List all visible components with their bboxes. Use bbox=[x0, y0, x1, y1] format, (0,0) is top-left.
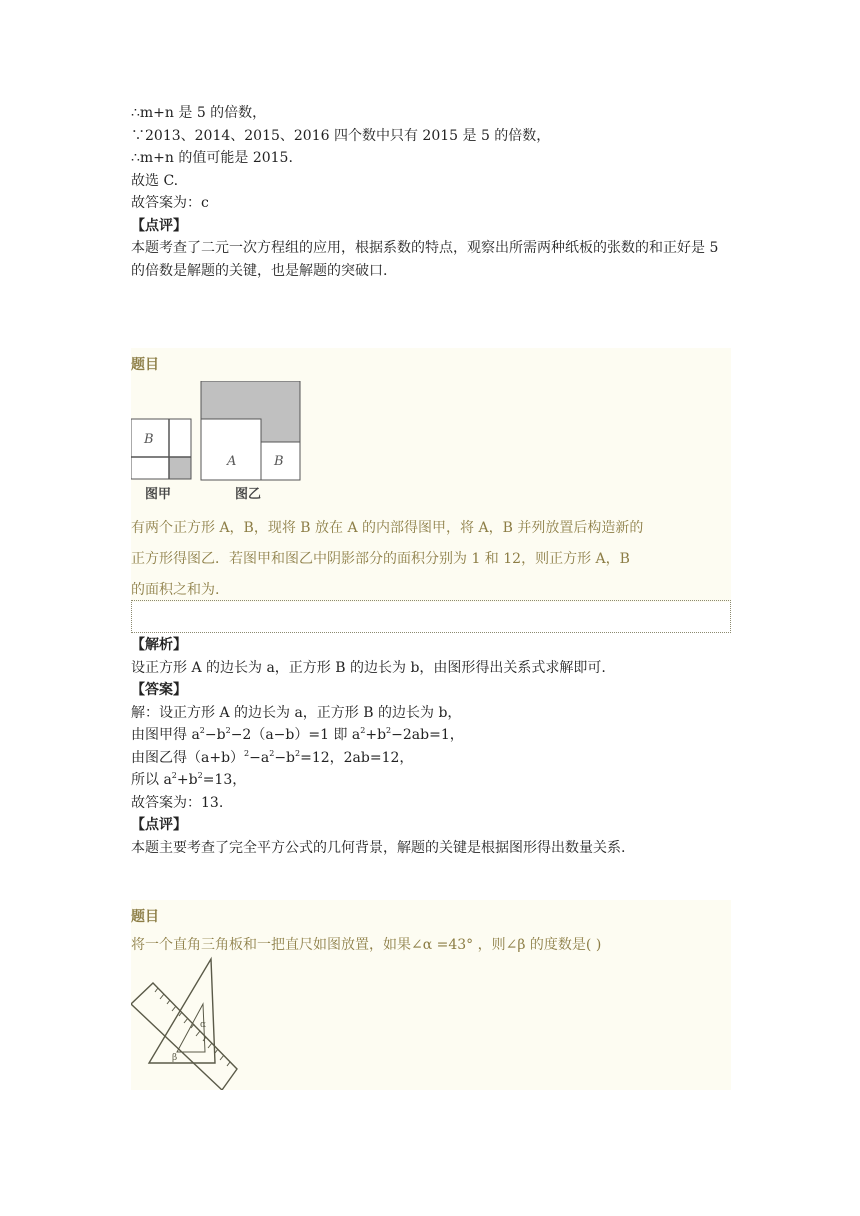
text-line: ∴m+n 的值可能是 2015. bbox=[131, 150, 293, 166]
question-text: 将一个直角三角板和一把直尺如图放置，如果∠α =43° ，则∠β 的度数是( ) bbox=[131, 937, 602, 953]
text-line: ∴m+n 是 5 的倍数， bbox=[131, 105, 267, 121]
text-line: 故答案为：c bbox=[131, 195, 209, 211]
text-line: ∵2013、2014、2015、2016 四个数中只有 2015 是 5 的倍数， bbox=[131, 127, 551, 144]
answer-line: 由图乙得$(a+b)^2-a^2-b^2=12$，2ab=12， bbox=[131, 748, 414, 766]
alpha-label: α bbox=[200, 1020, 207, 1030]
question-panel bbox=[131, 348, 731, 602]
text-line: 故选 C. bbox=[131, 172, 179, 189]
comment-label: 【点评】 bbox=[131, 217, 187, 234]
comment-label: 【点评】 bbox=[131, 817, 187, 833]
label-b-yi: B bbox=[274, 454, 284, 469]
square-a-yi bbox=[201, 419, 261, 480]
beta-label: β bbox=[172, 1053, 178, 1063]
answer-blank-box bbox=[131, 600, 731, 633]
question-heading: 题目 bbox=[131, 909, 159, 925]
analysis-label: 【解析】 bbox=[131, 637, 187, 653]
ruler-ticks bbox=[155, 988, 230, 1066]
answer-line: 故答案为：13. bbox=[131, 794, 224, 811]
label-a-yi: A bbox=[227, 454, 237, 469]
answer-line: 解：设正方形 A 的边长为 a，正方形 B 的边长为 b， bbox=[131, 704, 462, 721]
comment-text: 本题考查了二元一次方程组的应用，根据系数的特点，观察出所需两种纸板的张数的和正好是 5 的倍数是解题的关键，也是解题的突破口. bbox=[131, 240, 719, 279]
question-text-line: 有两个正方形 A，B，现将 B 放在 A 的内部得图甲，将 A，B 并列放置后构造新的 bbox=[131, 520, 644, 536]
answer-line: 由图甲得 $a^2-b^2-2(a-b)=1$ 即 $a^2+b^2-2ab=1$， bbox=[131, 726, 464, 743]
question-heading: 题目 bbox=[131, 357, 159, 373]
answer-line: 所以 $a^2+b^2=13$， bbox=[131, 771, 247, 788]
caption-jia: 图甲 bbox=[145, 487, 172, 502]
question-text-line: 正方形得图乙．若图甲和图乙中阴影部分的面积分别为 1 和 12，则正方形 A，B bbox=[131, 551, 630, 567]
ruler bbox=[131, 983, 237, 1090]
shaded-region-jia bbox=[169, 457, 191, 479]
solution-block bbox=[131, 634, 731, 859]
ruler-triangle-figure bbox=[131, 956, 241, 1090]
analysis-text: 设正方形 A 的边长为 a，正方形 B 的边长为 b，由图形得出关系式求解即可. bbox=[131, 659, 606, 676]
comment-text: 本题主要考查了完全平方公式的几何背景，解题的关键是根据图形得出数量关系. bbox=[131, 839, 626, 856]
caption-yi: 图乙 bbox=[235, 487, 262, 502]
squares-figure bbox=[131, 381, 306, 506]
solution-continuation bbox=[131, 102, 731, 282]
label-b-jia: B bbox=[144, 432, 154, 447]
answer-label: 【答案】 bbox=[131, 682, 187, 698]
question-text-line: 的面积之和为. bbox=[131, 582, 220, 598]
question-panel bbox=[131, 900, 731, 1090]
